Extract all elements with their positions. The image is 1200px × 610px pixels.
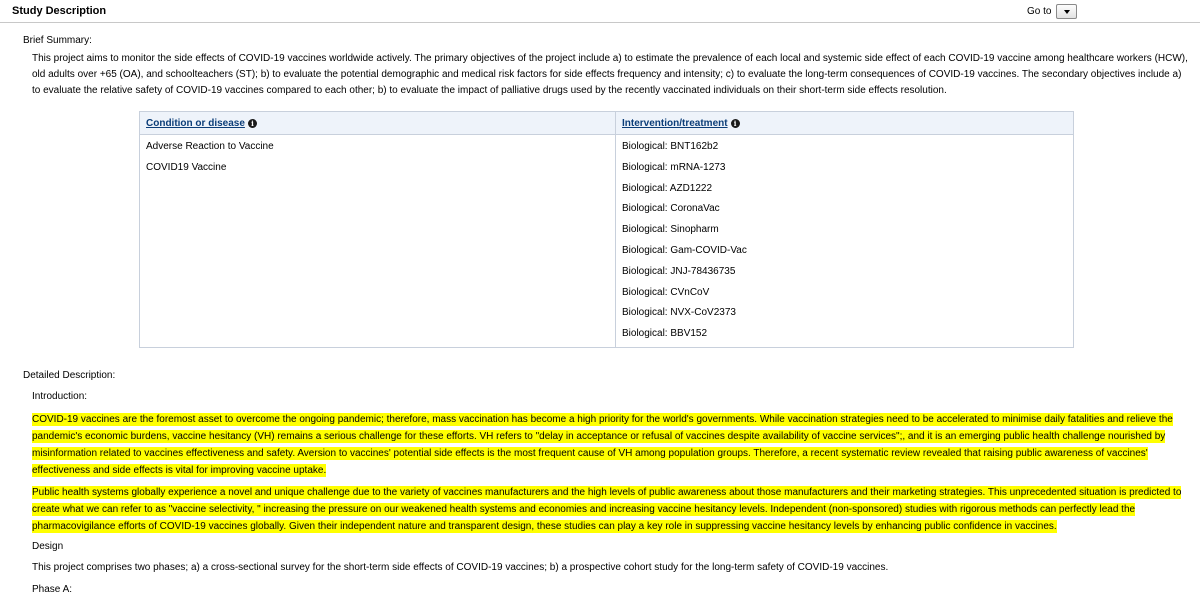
chevron-down-icon — [1064, 10, 1070, 14]
brief-summary-text: This project aims to monitor the side effects of COVID-19 vaccines worldwide actively. The primary objectives of the project include a) to estimate the prevalence of each local and systemic side effect of each COVID-19 vaccine among healthcare workers (HCW), old adults over +65 (OA), and schoolteachers (ST); b) to evaluate the potential demographic and medical risk factors for side effects frequency and intensity; c) to evaluate the long-term consequences of COVID-19 vaccines. The secondary objectives include a) to evaluate the relative safety of COVID-19 vaccines compared to each other; b) to evaluate the impact of palliative drugs used by the recently vaccinated individuals on their short-term side effects resolution. — [32, 53, 1188, 96]
goto-control — [1027, 4, 1077, 19]
conditions-table — [139, 111, 1074, 348]
intervention-item: Biological: Gam-COVID-Vac — [622, 244, 747, 256]
table-body — [140, 135, 1073, 348]
design-text: This project comprises two phases; a) a cross-sectional survey for the short-term side effects of COVID-19 vaccines; b) a prospective cohort study for the long-term safety of COVID-19 vaccines. — [32, 562, 889, 573]
intervention-item: Biological: AZD1222 — [622, 182, 713, 194]
intro-paragraph-1 — [32, 411, 1192, 479]
brief-summary-label: Brief Summary: — [23, 35, 92, 46]
conditions-column — [140, 135, 616, 348]
info-icon[interactable]: i — [248, 119, 257, 128]
design-heading: Design — [32, 541, 64, 552]
intervention-header-link[interactable]: Intervention/treatment — [622, 117, 728, 129]
intervention-item: Biological: BNT162b2 — [622, 141, 719, 152]
highlighted-text: Public health systems globally experience a novel and unique challenge due to the variety of vaccines manufacturers and the high levels of public awareness about those manufacturers and their marketing strategies. This unprecedented situation is predicted to create what we can refer to as "vaccine selectivity, " increasing the pressure on our weakened health systems and economies and increasing vaccine hesitancy levels. Independent (non-sponsored) studies with rigorous methods can perfectly lead the pharmacovigilance efforts of COVID-19 vaccines globally. Given their independent nature and transparent design, these studies can play a key role in suppressing vaccine hesitancy levels by enhancing public confidence in vaccines. — [32, 487, 1182, 532]
intervention-header — [616, 112, 1073, 134]
goto-dropdown-button[interactable] — [1056, 4, 1077, 19]
intervention-item: Biological: CoronaVac — [622, 203, 720, 215]
intervention-item: Biological: mRNA-1273 — [622, 161, 726, 173]
intro-paragraph-2 — [32, 484, 1192, 535]
highlighted-text: COVID-19 vaccines are the foremost asset to overcome the ongoing pandemic; therefore, mass vaccination has become a high priority for the world's governments. While vaccination strategies need to be accelerated to minimise daily fatalities and relieve the pandemic's economic burdens, vaccine hesitancy (VH) remains a serious challenge for these efforts. VH refers to "delay in acceptance or refusal of vaccines despite availability of vaccine services";, and it is an emerging public health challenge nourished by misinformation related to vaccines effectiveness and safety. Aversion to vaccines' potential side effects is the most frequent cause of VH among population groups. Therefore, a recent systematic review revealed that raising public awareness of vaccines' effectiveness and side effects is vital for improving vaccine uptake. — [32, 414, 1173, 476]
page-title: Study Description — [12, 5, 107, 17]
phase-a-heading: Phase A: — [32, 584, 73, 595]
goto-label: Go to — [1027, 6, 1052, 17]
condition-item: COVID19 Vaccine — [146, 161, 227, 173]
intervention-item: Biological: Sinopharm — [622, 224, 719, 236]
introduction-heading: Introduction: — [32, 391, 88, 402]
section-header — [0, 0, 1200, 23]
condition-item: Adverse Reaction to Vaccine — [146, 141, 274, 152]
intervention-item: Biological: JNJ-78436735 — [622, 265, 736, 277]
interventions-column — [616, 135, 1073, 348]
condition-header — [140, 112, 616, 134]
condition-header-link[interactable]: Condition or disease — [146, 117, 245, 129]
intervention-item: Biological: CVnCoV — [622, 286, 710, 298]
info-icon[interactable]: i — [731, 119, 740, 128]
intervention-item: Biological: BBV152 — [622, 328, 708, 340]
table-header-row — [140, 112, 1073, 135]
intervention-item: Biological: NVX-CoV2373 — [622, 307, 736, 319]
detailed-description-label: Detailed Description: — [23, 370, 116, 381]
